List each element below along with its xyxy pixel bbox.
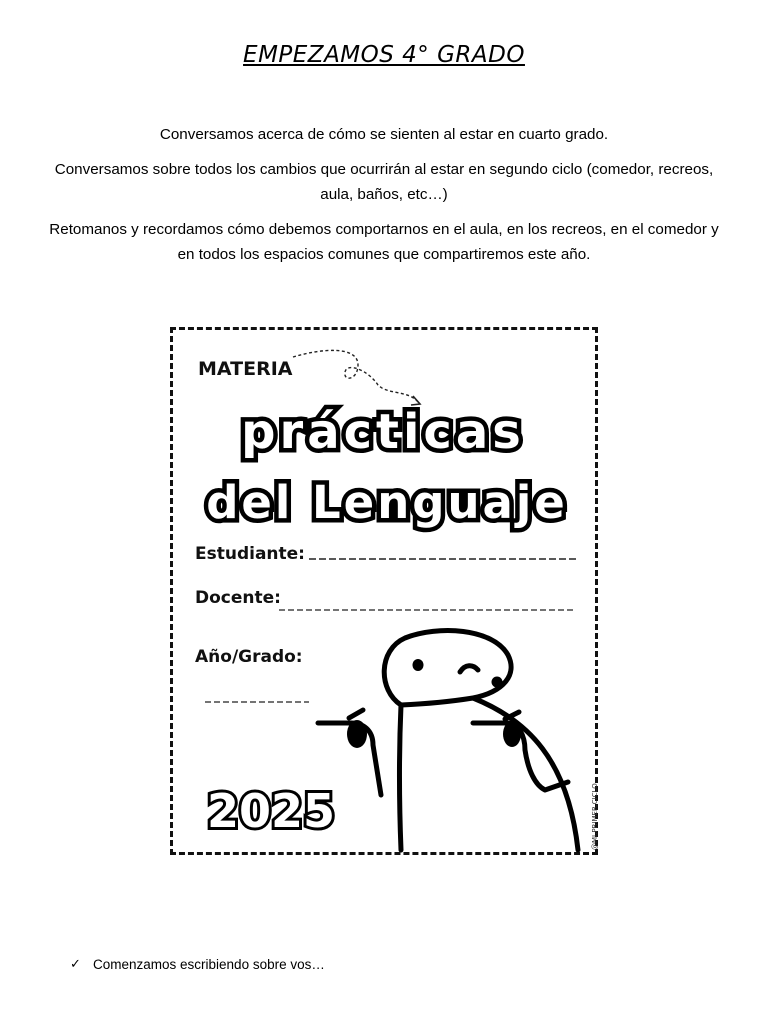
year-label: 2025 [207,784,336,838]
grade-label: Año/Grado: [195,647,303,667]
character-finger-icon [349,710,363,718]
paragraph: Retomanos y recordamos cómo debemos comportarnos en el aula, en los recreos, en el comedor y en todos los espacios comunes que compartiremos este año. [49,221,719,263]
checklist-item [70,956,325,972]
materia-label: MATERIA [198,358,293,380]
intro-paragraphs [40,122,728,277]
checklist-text: Comenzamos escribiendo sobre vos… [93,956,325,972]
subject-title-line2: del Lenguaje [206,476,568,529]
character-eye-icon [492,677,503,688]
credit-text: @MI.PRIMER.CICLO [591,783,599,850]
character-hand-icon [503,721,521,747]
paragraph: Conversamos sobre todos los cambios que ocurrirán al estar en segundo ciclo (comedor, recreos, aula, baños, etc…) [54,161,714,203]
teacher-label: Docente: [195,588,281,608]
notebook-cover [170,327,598,855]
page-title: EMPEZAMOS 4° GRADO [243,42,525,68]
character-hand-icon [347,720,367,748]
dashed-arrow-icon [293,350,418,402]
paragraph: Conversamos acerca de cómo se sienten al estar en cuarto grado. [159,126,609,143]
student-label: Estudiante: [195,544,305,564]
cover-illustration [173,330,599,851]
character-eye-icon [413,659,424,671]
subject-title-line1: prácticas [241,404,525,460]
check-icon: ✓ [70,956,81,971]
